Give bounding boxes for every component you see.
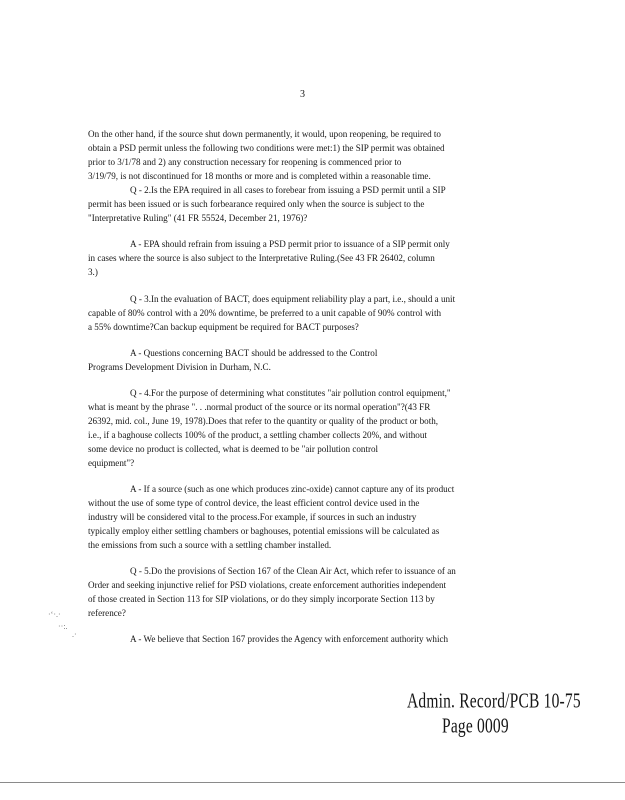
page-number: 3: [300, 89, 305, 100]
text-line: Order and seeking injunctive relief for PSD violations, create enforcement authorities independent: [88, 580, 447, 590]
text-line: equipment"?: [88, 458, 135, 468]
text-line: Programs Development Division in Durham, N.C.: [88, 362, 271, 372]
answer-2: [88, 237, 520, 279]
scan-edge-line: [0, 782, 625, 783]
text-line: 3/19/79, is not discontinued for 18 months or more and is completed within a reasonable time.: [88, 171, 431, 181]
text-line: 26392, mid. col., June 19, 1978).Does that refer to the quantity or quality of the product or both,: [88, 416, 439, 426]
scan-speck: .·: [72, 630, 77, 639]
text-line: Q - 4.For the purpose of determining what constitutes "air pollution control equipment,": [130, 388, 451, 398]
text-line: capable of 80% control with a 20% downtime, be preferred to a unit capable of 90% control with: [88, 308, 442, 318]
answer-4: [88, 482, 520, 552]
question-2: [88, 183, 520, 225]
text-line: typically employ either settling chambers or baghouses, potential emissions will be calculated as: [88, 526, 440, 536]
text-line: Q - 2.Is the EPA required in all cases to forebear from issuing a PSD permit until a SIP: [130, 185, 446, 195]
text-line: reference?: [88, 608, 126, 618]
question-3: [88, 292, 520, 334]
text-line: industry will be considered vital to the process.For example, if sources in such an industry: [88, 512, 417, 522]
answer-5: [88, 632, 520, 646]
text-line: Q - 5.Do the provisions of Section 167 of the Clean Air Act, which refer to issuance of an: [130, 566, 456, 576]
text-line: prior to 3/1/78 and 2) any construction necessary for reopening is commenced prior to: [88, 157, 402, 167]
text-line: the emissions from such a source with a settling chamber installed.: [88, 540, 332, 550]
scan-speck: ··:.: [58, 622, 68, 631]
question-5: [88, 564, 520, 620]
text-line: obtain a PSD permit unless the following two conditions were met:1) the SIP permit was obtained: [88, 143, 445, 153]
question-4: [88, 386, 520, 470]
scan-speck: ·‘·.·: [48, 610, 61, 619]
answer-3: [88, 346, 520, 374]
text-line: 3.): [88, 267, 98, 277]
footer-page-stamp: Page 0009: [442, 715, 509, 738]
footer-record-stamp: Admin. Record/PCB 10-75: [407, 690, 581, 713]
text-line: without the use of some type of control device, the least efficient control device used in the: [88, 498, 420, 508]
text-line: a 55% downtime?Can backup equipment be required for BACT purposes?: [88, 322, 359, 332]
text-line: "Interpretative Ruling" (41 FR 55524, December 21, 1976)?: [88, 213, 308, 223]
text-line: Q - 3.In the evaluation of BACT, does equipment reliability play a part, i.e., should a unit: [130, 294, 456, 304]
text-line: what is meant by the phrase ". . .normal product of the source or its normal operation"?(43 FR: [88, 402, 431, 412]
text-line: in cases where the source is also subject to the Interpretative Ruling.(See 43 FR 26402, column: [88, 253, 435, 263]
text-line: some device no product is collected, what is deemed to be "air pollution control: [88, 444, 379, 454]
paragraph-continuation: [88, 127, 520, 183]
text-line: A - EPA should refrain from issuing a PSD permit prior to issuance of a SIP permit only: [130, 239, 450, 249]
text-line: i.e., if a baghouse collects 100% of the product, a settling chamber collects 20%, and without: [88, 430, 427, 440]
text-line: A - Questions concerning BACT should be addressed to the Control: [130, 348, 378, 358]
text-line: permit has been issued or is such forbearance required only when the source is subject to the: [88, 199, 425, 209]
text-line: On the other hand, if the source shut down permanently, it would, upon reopening, be required to: [88, 129, 441, 139]
text-line: of those created in Section 113 for SIP violations, or do they simply incorporate Section 113 by: [88, 594, 435, 604]
text-line: A - We believe that Section 167 provides the Agency with enforcement authority which: [130, 634, 449, 644]
text-line: A - If a source (such as one which produces zinc-oxide) cannot capture any of its product: [130, 484, 455, 494]
